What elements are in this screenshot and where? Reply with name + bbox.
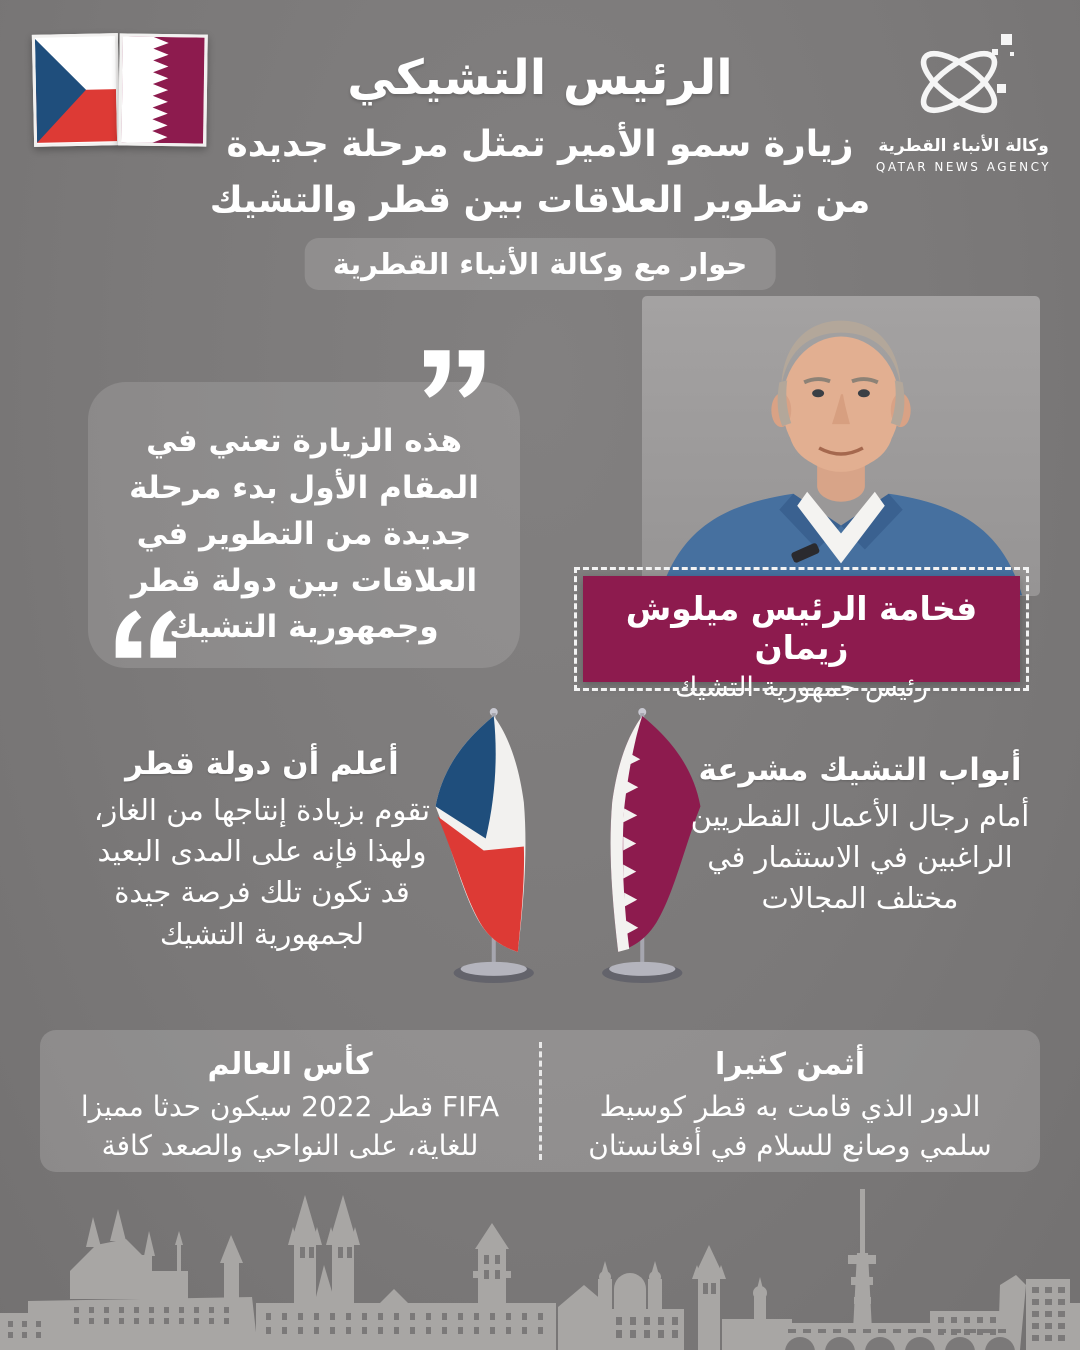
close-quote-icon [424,350,488,398]
header-flags [33,34,219,147]
section-worldcup [40,1030,540,1172]
qatar-flag-icon [118,33,208,146]
dashed-divider [539,1042,542,1160]
president-photo [642,296,1040,596]
section-gas-heading: أعلم أن دولة قطر [125,746,399,782]
open-quote-icon [112,610,176,658]
page-subtitle-line1: زيارة سمو الأمير تمثل مرحلة جديدة [226,124,854,165]
section-gas [90,746,434,955]
section-peace [540,1030,1040,1172]
prague-skyline-silhouette [0,1185,1080,1350]
bottom-quotes-box [40,1030,1040,1172]
section-worldcup-heading: كأس العالم [207,1047,373,1082]
page-subtitle-line2: من تطوير العلاقات بين قطر والتشيك [209,180,871,221]
president-name: فخامة الرئيس ميلوش زيمان [625,589,978,667]
quote-text: هذه الزيارة تعني في المقام الأول بدء مرحلة جديدة من التطوير في العلاقات بين دولة قطر وجمهورية التشيك [129,423,479,645]
president-name-banner [583,576,1020,703]
president-portrait-illustration [642,296,1040,596]
president-role: رئيس جمهورية التشيك [675,672,928,703]
section-investment-body: أمام رجال الأعمال القطريين الراغبين في الاستثمار في مختلف المجالات [690,799,1030,916]
interview-badge: حوار مع وكالة الأنباء القطرية [305,238,776,290]
section-investment-heading: أبواب التشيك مشرعة [698,752,1022,788]
section-investment [688,752,1032,920]
section-peace-body: الدور الذي قامت به قطر كوسيط سلمي وصانع للسلام في أفغانستان [588,1090,992,1162]
qna-orbit-icon [904,30,1024,130]
desk-flags-icon [426,700,710,996]
czech-flag-icon [32,33,120,147]
page-title: الرئيس التشيكي [347,50,733,106]
section-gas-body: تقوم بزيادة إنتاجها من الغاز، ولهذا فإنه على المدى البعيد قد تكون تلك فرصة جيدة لجمهورية التشيك [93,793,431,951]
logo-name-arabic: وكالة الأنباء القطرية [878,136,1049,156]
logo-name-english: QATAR NEWS AGENCY [875,160,1052,174]
section-worldcup-body: FIFA قطر 2022 سيكون حدثا مميزا للغاية، على النواحي والصعد كافة [80,1090,500,1162]
qna-logo [871,30,1056,174]
section-peace-heading: أثمن كثيرا [715,1047,865,1082]
